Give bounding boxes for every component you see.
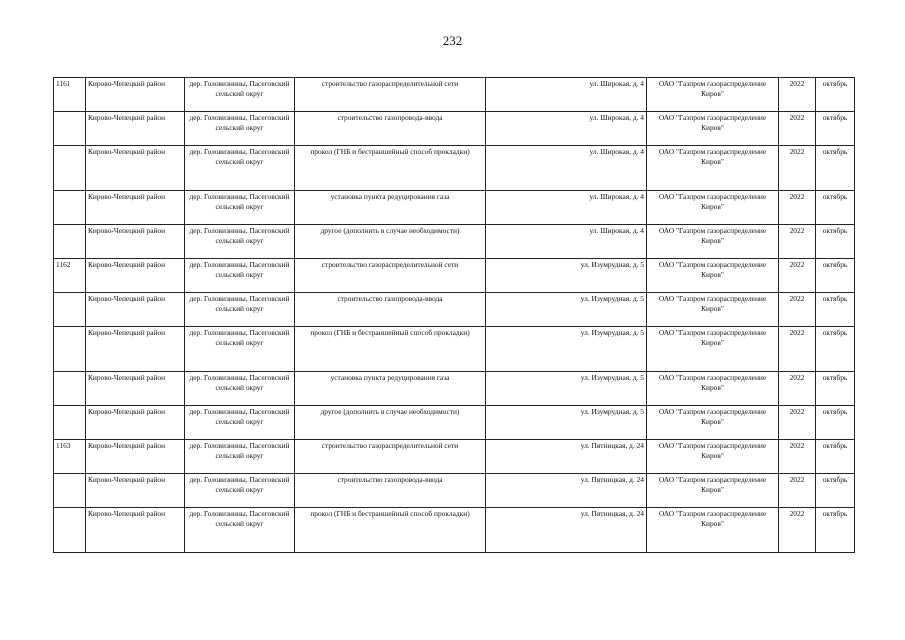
month-cell: октябрь — [816, 225, 855, 259]
row-number — [54, 146, 86, 191]
organization-cell: ОАО "Газпром газораспределение Киров" — [647, 191, 779, 225]
row-number — [54, 112, 86, 146]
year-cell: 2022 — [779, 372, 816, 406]
settlement-cell: дер. Головизнины, Пасеговский сельский округ — [185, 259, 295, 293]
address-cell: ул. Изумрудная, д. 5 — [486, 259, 647, 293]
month-cell: октябрь — [816, 440, 855, 474]
month-cell: октябрь — [816, 112, 855, 146]
month-cell: октябрь — [816, 406, 855, 440]
settlement-cell: дер. Головизнины, Пасеговский сельский округ — [185, 440, 295, 474]
address-cell: ул. Изумрудная, д. 5 — [486, 406, 647, 440]
address-cell: ул. Широкая, д. 4 — [486, 191, 647, 225]
month-cell: октябрь — [816, 259, 855, 293]
year-cell: 2022 — [779, 191, 816, 225]
settlement-cell: дер. Головизнины, Пасеговский сельский округ — [185, 293, 295, 327]
organization-cell: ОАО "Газпром газораспределение Киров" — [647, 78, 779, 112]
address-cell: ул. Пятницкая, д. 24 — [486, 440, 647, 474]
address-cell: ул. Широкая, д. 4 — [486, 78, 647, 112]
gasification-table — [53, 77, 855, 553]
address-cell: ул. Пятницкая, д. 24 — [486, 474, 647, 508]
month-cell: октябрь — [816, 508, 855, 553]
district-cell: Кирово-Чепецкий район — [86, 259, 185, 293]
table-row — [54, 225, 855, 259]
row-number: 1161 — [54, 78, 86, 112]
row-number — [54, 327, 86, 372]
district-cell: Кирово-Чепецкий район — [86, 327, 185, 372]
table-row — [54, 327, 855, 372]
organization-cell: ОАО "Газпром газораспределение Киров" — [647, 372, 779, 406]
table-row — [54, 146, 855, 191]
row-number — [54, 474, 86, 508]
year-cell: 2022 — [779, 259, 816, 293]
row-number — [54, 372, 86, 406]
district-cell: Кирово-Чепецкий район — [86, 406, 185, 440]
month-cell: октябрь — [816, 327, 855, 372]
organization-cell: ОАО "Газпром газораспределение Киров" — [647, 327, 779, 372]
row-number — [54, 406, 86, 440]
row-number — [54, 225, 86, 259]
table-row — [54, 474, 855, 508]
district-cell: Кирово-Чепецкий район — [86, 146, 185, 191]
settlement-cell: дер. Головизнины, Пасеговский сельский округ — [185, 78, 295, 112]
organization-cell: ОАО "Газпром газораспределение Киров" — [647, 474, 779, 508]
month-cell: октябрь — [816, 78, 855, 112]
month-cell: октябрь — [816, 474, 855, 508]
month-cell: октябрь — [816, 191, 855, 225]
organization-cell: ОАО "Газпром газораспределение Киров" — [647, 508, 779, 553]
work-type-cell: установка пункта редуцирования газа — [295, 372, 486, 406]
work-type-cell: другое (дополнить в случае необходимости) — [295, 406, 486, 440]
organization-cell: ОАО "Газпром газораспределение Киров" — [647, 440, 779, 474]
district-cell: Кирово-Чепецкий район — [86, 112, 185, 146]
table-row — [54, 78, 855, 112]
table-row — [54, 406, 855, 440]
year-cell: 2022 — [779, 508, 816, 553]
month-cell: октябрь — [816, 146, 855, 191]
organization-cell: ОАО "Газпром газораспределение Киров" — [647, 112, 779, 146]
settlement-cell: дер. Головизнины, Пасеговский сельский округ — [185, 508, 295, 553]
address-cell: ул. Широкая, д. 4 — [486, 225, 647, 259]
table-row — [54, 293, 855, 327]
settlement-cell: дер. Головизнины, Пасеговский сельский округ — [185, 372, 295, 406]
year-cell: 2022 — [779, 474, 816, 508]
row-number — [54, 508, 86, 553]
district-cell: Кирово-Чепецкий район — [86, 440, 185, 474]
work-type-cell: прокол (ГНБ и бестраншейный способ прокладки) — [295, 327, 486, 372]
work-type-cell: строительство газораспределительной сети — [295, 259, 486, 293]
address-cell: ул. Широкая, д. 4 — [486, 146, 647, 191]
organization-cell: ОАО "Газпром газораспределение Киров" — [647, 259, 779, 293]
year-cell: 2022 — [779, 78, 816, 112]
work-type-cell: строительство газопровода-ввода — [295, 474, 486, 508]
year-cell: 2022 — [779, 293, 816, 327]
work-type-cell: строительство газораспределительной сети — [295, 78, 486, 112]
table-row — [54, 372, 855, 406]
district-cell: Кирово-Чепецкий район — [86, 225, 185, 259]
year-cell: 2022 — [779, 146, 816, 191]
row-number: 1162 — [54, 259, 86, 293]
address-cell: ул. Изумрудная, д. 5 — [486, 372, 647, 406]
table-body — [54, 78, 855, 553]
month-cell: октябрь — [816, 372, 855, 406]
settlement-cell: дер. Головизнины, Пасеговский сельский округ — [185, 225, 295, 259]
settlement-cell: дер. Головизнины, Пасеговский сельский округ — [185, 146, 295, 191]
work-type-cell: строительство газопровода-ввода — [295, 293, 486, 327]
organization-cell: ОАО "Газпром газораспределение Киров" — [647, 146, 779, 191]
table-row — [54, 259, 855, 293]
work-type-cell: прокол (ГНБ и бестраншейный способ прокладки) — [295, 146, 486, 191]
district-cell: Кирово-Чепецкий район — [86, 508, 185, 553]
organization-cell: ОАО "Газпром газораспределение Киров" — [647, 406, 779, 440]
work-type-cell: установка пункта редуцирования газа — [295, 191, 486, 225]
work-type-cell: строительство газораспределительной сети — [295, 440, 486, 474]
month-cell: октябрь — [816, 293, 855, 327]
address-cell: ул. Широкая, д. 4 — [486, 112, 647, 146]
settlement-cell: дер. Головизнины, Пасеговский сельский округ — [185, 474, 295, 508]
district-cell: Кирово-Чепецкий район — [86, 191, 185, 225]
district-cell: Кирово-Чепецкий район — [86, 78, 185, 112]
year-cell: 2022 — [779, 406, 816, 440]
row-number — [54, 293, 86, 327]
work-type-cell: прокол (ГНБ и бестраншейный способ прокладки) — [295, 508, 486, 553]
table-row — [54, 191, 855, 225]
year-cell: 2022 — [779, 440, 816, 474]
page-number: 232 — [442, 33, 463, 48]
year-cell: 2022 — [779, 112, 816, 146]
address-cell: ул. Изумрудная, д. 5 — [486, 327, 647, 372]
settlement-cell: дер. Головизнины, Пасеговский сельский округ — [185, 112, 295, 146]
settlement-cell: дер. Головизнины, Пасеговский сельский округ — [185, 191, 295, 225]
row-number — [54, 191, 86, 225]
table-row — [54, 508, 855, 553]
settlement-cell: дер. Головизнины, Пасеговский сельский округ — [185, 406, 295, 440]
district-cell: Кирово-Чепецкий район — [86, 474, 185, 508]
address-cell: ул. Изумрудная, д. 5 — [486, 293, 647, 327]
district-cell: Кирово-Чепецкий район — [86, 293, 185, 327]
work-type-cell: строительство газопровода-ввода — [295, 112, 486, 146]
row-number: 1163 — [54, 440, 86, 474]
address-cell: ул. Пятницкая, д. 24 — [486, 508, 647, 553]
organization-cell: ОАО "Газпром газораспределение Киров" — [647, 225, 779, 259]
table-row — [54, 440, 855, 474]
district-cell: Кирово-Чепецкий район — [86, 372, 185, 406]
year-cell: 2022 — [779, 225, 816, 259]
year-cell: 2022 — [779, 327, 816, 372]
settlement-cell: дер. Головизнины, Пасеговский сельский округ — [185, 327, 295, 372]
organization-cell: ОАО "Газпром газораспределение Киров" — [647, 293, 779, 327]
work-type-cell: другое (дополнить в случае необходимости) — [295, 225, 486, 259]
table-row — [54, 112, 855, 146]
